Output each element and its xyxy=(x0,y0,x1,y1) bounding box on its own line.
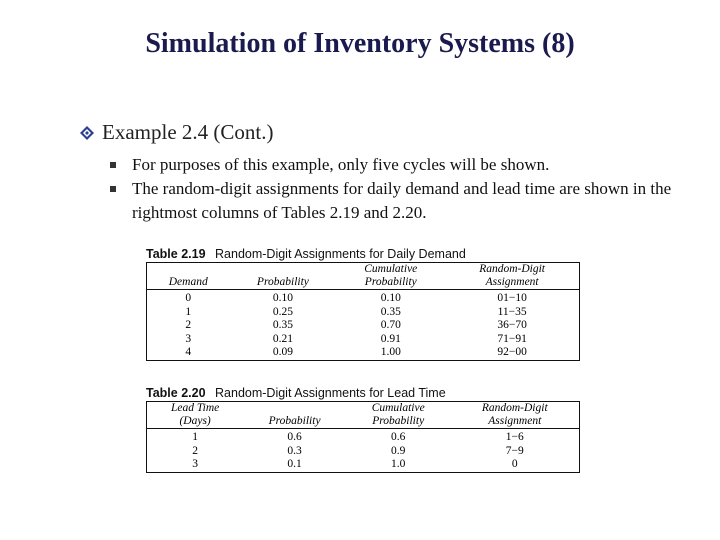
table-cell: 1 xyxy=(192,431,198,443)
table-row xyxy=(147,346,580,360)
table-cell: 0.09 xyxy=(272,346,293,358)
table-cell: 71−91 xyxy=(497,332,527,345)
table-row xyxy=(147,445,580,459)
table-row xyxy=(147,306,580,320)
table-cell: 1 xyxy=(185,305,192,318)
table-cell: 0.35 xyxy=(380,305,401,318)
column-header: Demand xyxy=(147,276,230,290)
table-cell: 0.21 xyxy=(272,332,293,345)
table-cell: 0.35 xyxy=(272,319,293,331)
square-bullet-icon xyxy=(110,162,116,168)
table-cell: 0.9 xyxy=(391,444,406,457)
column-header: Probability xyxy=(229,276,336,290)
table-2-19-block xyxy=(146,246,580,361)
diamond-bullet-icon xyxy=(80,126,94,140)
table-caption xyxy=(146,385,580,401)
table-cell: 0.91 xyxy=(380,332,401,345)
table-cell: 0 xyxy=(185,292,192,304)
table-cell: 92−00 xyxy=(497,346,527,358)
column-header: Probability xyxy=(346,415,451,429)
table-cell: 11−35 xyxy=(497,305,527,318)
table-cell: 0.1 xyxy=(287,458,302,470)
column-header: Cumulative xyxy=(364,263,418,275)
table-cell: 0.10 xyxy=(380,292,401,304)
column-header: Random-Digit xyxy=(481,402,548,414)
main-bullet-text: Example 2.4 (Cont.) xyxy=(102,120,274,144)
column-header: Lead Time xyxy=(171,402,220,414)
table-number: Table 2.19 xyxy=(146,247,206,261)
main-bullet xyxy=(80,120,273,145)
table-2-20-block xyxy=(146,385,580,473)
table-cell: 3 xyxy=(185,332,192,345)
column-header: Assignment xyxy=(451,415,580,429)
table-row xyxy=(147,292,580,306)
table-caption xyxy=(146,246,580,262)
sub-bullet-item xyxy=(108,177,688,225)
table-title: Random-Digit Assignments for Daily Demand xyxy=(215,247,466,261)
table-cell: 2 xyxy=(185,319,192,331)
table-cell: 1.00 xyxy=(380,346,401,358)
table-cell: 0.3 xyxy=(287,444,302,457)
column-header: (Days) xyxy=(147,415,244,429)
sub-bullet-item xyxy=(108,153,688,177)
table-row xyxy=(147,431,580,445)
column-header: Random-Digit xyxy=(479,263,546,275)
square-bullet-icon xyxy=(110,186,116,192)
table-row xyxy=(147,458,580,472)
table-cell: 0.6 xyxy=(391,431,406,443)
table-cell: 4 xyxy=(185,346,192,358)
column-header xyxy=(147,263,230,277)
table-cell: 2 xyxy=(192,444,198,457)
table-cell: 3 xyxy=(192,458,198,470)
table-cell: 1.0 xyxy=(391,458,406,470)
slide-title: Simulation of Inventory Systems (8) xyxy=(145,28,575,59)
column-header: Probability xyxy=(336,276,445,290)
table-cell: 0.25 xyxy=(272,305,293,318)
table-cell: 1−6 xyxy=(505,431,524,443)
table-number: Table 2.20 xyxy=(146,386,206,400)
column-header xyxy=(229,263,336,277)
lead-time-table xyxy=(146,401,580,473)
table-cell: 7−9 xyxy=(505,444,524,457)
table-title: Random-Digit Assignments for Lead Time xyxy=(215,386,446,400)
column-header: Cumulative xyxy=(371,402,425,414)
table-row xyxy=(147,333,580,347)
table-cell: 0.6 xyxy=(287,431,302,443)
table-cell: 0.70 xyxy=(380,319,401,331)
column-header xyxy=(243,402,346,416)
sub-bullet-text: The random-digit assignments for daily demand and lead time are shown in the rightmost columns of Tables 2.19 and 2.20. xyxy=(132,179,672,222)
demand-table xyxy=(146,262,580,361)
table-row xyxy=(147,319,580,333)
sub-bullet-list xyxy=(108,153,688,225)
table-cell: 01−10 xyxy=(497,292,527,304)
column-header: Assignment xyxy=(445,276,579,290)
table-cell: 36−70 xyxy=(497,319,527,331)
table-cell: 0 xyxy=(511,458,518,470)
sub-bullet-text: For purposes of this example, only five cycles will be shown. xyxy=(132,155,550,174)
column-header: Probability xyxy=(243,415,346,429)
table-cell: 0.10 xyxy=(272,292,293,304)
